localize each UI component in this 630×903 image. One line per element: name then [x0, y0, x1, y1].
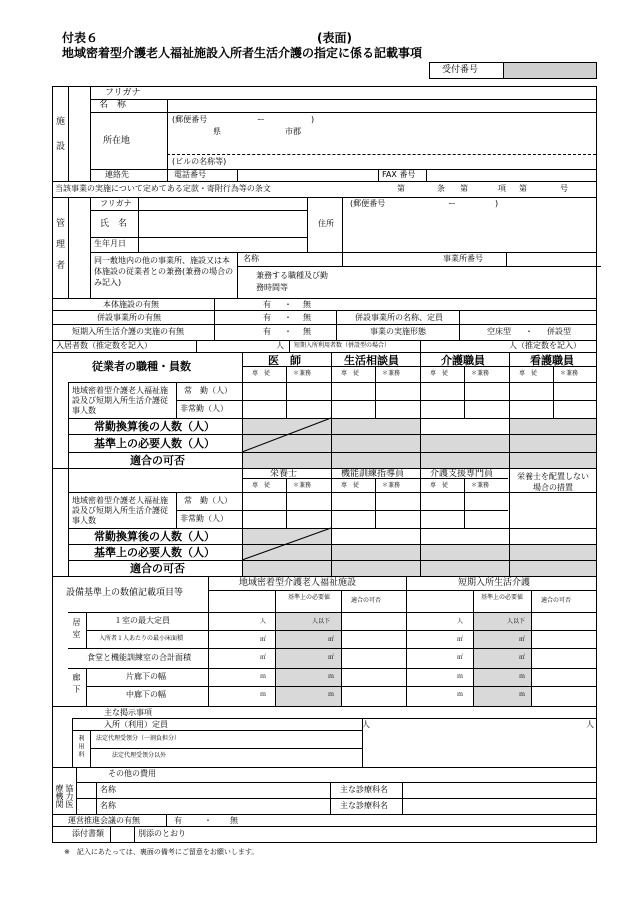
unit: ｍ [457, 673, 464, 680]
yes-option[interactable]: 有 [263, 300, 271, 309]
unit: ㎡ [328, 654, 335, 661]
separator-dot: ・ [284, 313, 292, 322]
concurrent-header: ＊兼務 [560, 370, 579, 377]
unit: ｍ [519, 691, 526, 698]
equipment-title: 設備基準上の数値記載項目等 [66, 588, 184, 598]
short-users-unit: 人（推定数を記入） [509, 341, 581, 350]
combined-office-label: 併設事業所の有無 [97, 313, 161, 322]
min-area-label: 入所者１人あたりの最小床面積 [99, 635, 184, 642]
full-time-header: 専 従 [430, 370, 449, 377]
concurrent-header: ＊兼務 [471, 482, 490, 489]
capacity-label: 入所（利用）定員 [104, 720, 168, 729]
counselor-header: 生活相談員 [344, 354, 399, 367]
room-label: 居室 [72, 618, 81, 642]
manager-postal-dash: ー [448, 199, 456, 208]
concurrent-label: 同一敷地内の他の事業所、施設又は本体施設の従業者との兼務(兼務の場合のみ記入) [94, 256, 234, 287]
prefecture-label: 県 [213, 127, 221, 136]
attachment-value: 別添のとおり [138, 829, 186, 838]
middle-corridor-label: 中廊下の幅 [126, 690, 166, 699]
facility-furigana-label: フリガナ [105, 88, 141, 98]
judgement-label: 適合の可否 [130, 562, 185, 575]
equipment-facility-header: 地域密着型介護老人福祉施設 [239, 578, 357, 588]
article-label: 当該事業の実施について定めてある定款・寄附行為等の条文 [55, 184, 271, 193]
no-option[interactable]: 無 [230, 816, 238, 825]
clinic-name-label: 名称 [100, 785, 116, 794]
receipt-label: 受付番号 [442, 65, 479, 75]
fulltime-count-label: 常 勤（人） [184, 386, 232, 395]
clinic-department-label: 主な診療科名 [340, 801, 388, 810]
manager-postal-label: (郵便番号 [350, 199, 386, 208]
unit: ｍ [260, 673, 267, 680]
fax-label: FAX 番号 [382, 170, 416, 179]
unit: ㎡ [519, 636, 526, 643]
no-option[interactable]: 無 [303, 313, 311, 322]
nurse-header: 看護職員 [530, 354, 574, 367]
facility-postal-close: ) [311, 115, 315, 124]
separator-dot: ・ [284, 327, 292, 336]
residents-label: 入居者数（推定数を記入） [56, 341, 152, 350]
doctor-header: 医 師 [268, 354, 301, 367]
short-users-label: 短期入所利用者数（併設型の場合） [294, 342, 391, 349]
single-corridor-label: 片廊下の幅 [126, 672, 166, 681]
manager-name2-label: 名称 [243, 254, 259, 263]
city-label: 市郡 [285, 127, 301, 136]
fte-label: 常勤換算後の人数（人） [94, 530, 215, 543]
building-label: (ビルの名称等) [172, 157, 227, 166]
care-manager-header: 介護支援専門員 [430, 469, 494, 479]
unit: ㎡ [328, 636, 335, 643]
equipment-short-header: 短期入所生活介護 [458, 578, 531, 588]
article-jo: 条 [437, 184, 445, 193]
meeting-label: 運営推進会議の有無 [68, 816, 140, 825]
full-time-header: 専 従 [252, 370, 271, 377]
corridor-label: 廊下 [72, 673, 81, 697]
person-unit: 人 [586, 720, 594, 729]
concurrent-header: ＊兼務 [293, 370, 312, 377]
max-capacity-label: １室の最大定員 [114, 616, 170, 625]
staff-table-title: 従業者の職種・員数 [92, 360, 191, 373]
unit: ｍ [457, 691, 464, 698]
unit: 人以下 [312, 618, 331, 625]
legal-receipt-label: 法定代理受領分（一割負担分） [96, 735, 181, 742]
full-time-header: 専 従 [430, 482, 449, 489]
cooperating-clinic-label: 協力医療機関 [55, 784, 74, 808]
manager-postal-close: ) [495, 199, 499, 208]
full-time-header: 専 従 [252, 482, 271, 489]
contact-label: 連絡先 [105, 170, 129, 179]
clinic-department-label: 主な診療科名 [340, 785, 388, 794]
vacant-bed-option[interactable]: 空床型 [487, 327, 511, 336]
facility-postal-dash: ー [257, 115, 265, 124]
required-value-header: 基準上の必要値 [287, 594, 330, 601]
fulltime-count-label: 常 勤（人） [184, 496, 232, 505]
combined-name-label: 併設事業所の名称、定員 [355, 313, 443, 322]
dining-area-label: 食堂と機能訓練室の合計面積 [87, 653, 191, 662]
staff-row-label: 地域密着型介護老人福祉施設及び短期入所生活介護従事人数 [72, 496, 168, 525]
functional-trainer-header: 機能訓練指導員 [341, 469, 405, 479]
required-label: 基準上の必要人数（人） [94, 546, 215, 559]
care-header: 介護職員 [441, 354, 485, 367]
concurrent-header: ＊兼務 [293, 482, 312, 489]
manager-address-label: 住所 [318, 219, 334, 228]
unit: ㎡ [519, 654, 526, 661]
appendix-label: 付表６ [62, 31, 99, 45]
article-dai: 第 [460, 184, 468, 193]
combined-type-option[interactable]: 併設型 [547, 327, 571, 336]
nutritionist-note-label: 栄養士を配置しない場合の措置 [517, 472, 589, 492]
unit: ㎡ [260, 654, 267, 661]
full-time-header: 専 従 [341, 482, 360, 489]
required-value-header: 基準上の必要値 [480, 594, 523, 601]
full-time-header: 専 従 [341, 370, 360, 377]
nutritionist-header: 栄養士 [270, 469, 298, 479]
main-notices-label: 主な掲示事項 [104, 708, 152, 717]
footnote: ※ 記入にあたっては、裏面の備考にご留意をお願いします。 [64, 848, 259, 856]
parttime-count-label: 非常勤（人） [180, 404, 228, 413]
unit: ㎡ [457, 654, 464, 661]
side-label: (表面) [317, 31, 352, 45]
phone-label: 電話番号 [174, 170, 206, 179]
unit: 人 [260, 618, 267, 625]
no-option[interactable]: 無 [303, 300, 311, 309]
unit: ｍ [328, 691, 335, 698]
suitability-header: 適合の可否 [541, 597, 572, 604]
yes-option[interactable]: 有 [263, 327, 271, 336]
parttime-count-label: 非常勤（人） [180, 514, 228, 523]
separator-dot: ・ [204, 816, 212, 825]
person-unit: 人 [362, 720, 370, 729]
facility-address-label: 所在地 [103, 136, 131, 146]
manager-section-label: 管理者 [54, 218, 64, 281]
clinic-name-label: 名称 [100, 801, 116, 810]
concurrent-header: ＊兼務 [382, 370, 401, 377]
manager-furigana-label: フリガナ [100, 199, 132, 208]
unit: ㎡ [260, 636, 267, 643]
facility-postal-label: (郵便番号 [172, 115, 208, 124]
unit: ｍ [260, 691, 267, 698]
fee-label: 利用料 [77, 735, 84, 759]
separator-dot: ・ [525, 327, 533, 336]
implementation-form-label: 事業の実施形態 [370, 327, 426, 336]
short-stay-label: 短期入所生活介護の実施の有無 [72, 327, 184, 336]
full-time-header: 専 従 [519, 370, 538, 377]
unit: ㎡ [457, 636, 464, 643]
manager-name-label: 氏 名 [100, 219, 128, 229]
yes-option[interactable]: 有 [174, 816, 182, 825]
page-title: 地域密着型介護老人福祉施設入所者生活介護の指定に係る記載事項 [62, 46, 423, 60]
birthdate-label: 生年月日 [94, 239, 126, 248]
person-unit: 人 [276, 341, 284, 350]
legal-other-label: 法定代理受領分以外 [112, 752, 167, 759]
article-go: 号 [560, 184, 568, 193]
main-facility-label: 本体施設の有無 [103, 300, 159, 309]
yes-option[interactable]: 有 [263, 313, 271, 322]
office-number-label: 事業所番号 [443, 254, 483, 263]
article-dai: 第 [397, 184, 405, 193]
article-ko: 項 [498, 184, 506, 193]
other-fees-label: その他の費用 [108, 769, 156, 778]
concurrent-header: ＊兼務 [471, 370, 490, 377]
separator-dot: ・ [284, 300, 292, 309]
article-dai: 第 [519, 184, 527, 193]
fte-label: 常勤換算後の人数（人） [94, 420, 215, 433]
concurrent-duty-label: 兼務する職種及び勤務時間等 [256, 271, 328, 292]
unit: 人以下 [507, 618, 526, 625]
judgement-label: 適合の可否 [130, 454, 185, 467]
attachment-label: 添付書類 [72, 829, 104, 838]
facility-name-label: 名 称 [99, 100, 127, 110]
unit: ｍ [519, 673, 526, 680]
unit: 人 [457, 618, 464, 625]
staff-row-label: 地域密着型介護老人福祉施設及び短期入所生活介護従事人数 [72, 386, 168, 415]
unit: ｍ [328, 673, 335, 680]
no-option[interactable]: 無 [303, 327, 311, 336]
suitability-header: 適合の可否 [351, 597, 382, 604]
concurrent-header: ＊兼務 [382, 482, 401, 489]
required-label: 基準上の必要人数（人） [94, 437, 215, 450]
facility-section-label: 施設 [54, 116, 64, 166]
